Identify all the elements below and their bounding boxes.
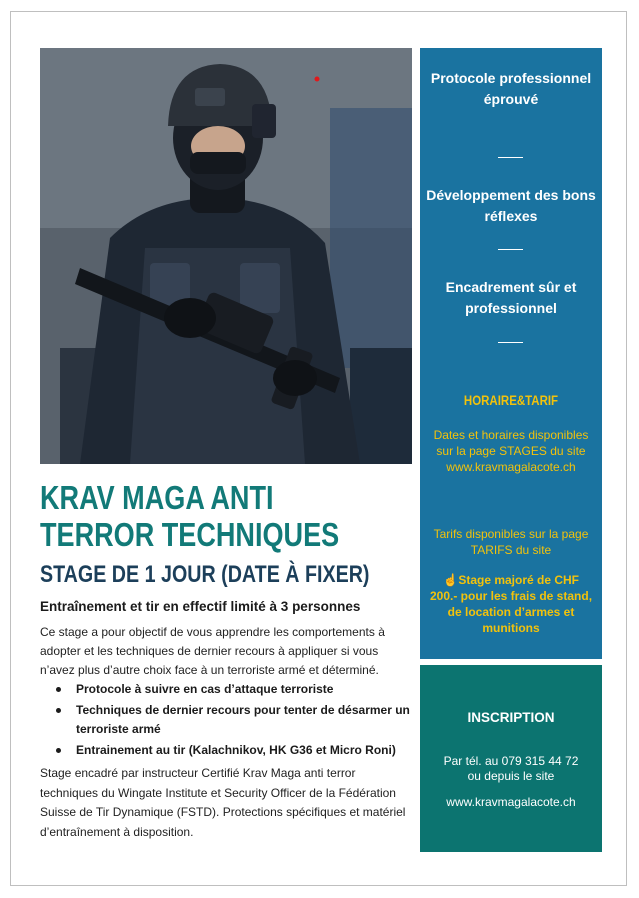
inscription-title: INSCRIPTION (467, 710, 555, 725)
feature-protocol: Protocole professionnel éprouvé (430, 70, 592, 107)
bullet-list (56, 680, 416, 762)
inscription-site-text: ou depuis le site (467, 769, 555, 783)
subtitle: STAGE DE 1 JOUR (DATE À FIXER) (40, 561, 370, 588)
divider (498, 342, 523, 343)
inscription-panel (420, 665, 602, 852)
dates-info: Dates et horaires disponibles sur la page STAGES du site www.kravmagalacote.ch (433, 428, 589, 474)
hero-photo-tactical-officer (40, 48, 412, 464)
pointing-hand-icon: ☝ (442, 573, 458, 587)
divider (498, 157, 523, 158)
surcharge-info (428, 572, 594, 636)
title-line-1: KRAV MAGA ANTI (40, 479, 274, 516)
inscription-phone: Par tél. au 079 315 44 72 (443, 754, 579, 768)
bullet-item-techniques: Techniques de dernier recours pour tenter de désarmer un terroriste armé (56, 701, 416, 739)
bullet-item-protocol: Protocole à suivre en cas d’attaque terroriste (56, 680, 416, 699)
feature-supervision: Encadrement sûr et professionnel (445, 279, 577, 316)
hero-illustration (40, 48, 412, 464)
bullet-item-shooting: Entrainement au tir (Kalachnikov, HK G36 et Micro Roni) (56, 741, 416, 760)
tagline: Entraînement et tir en effectif limité à 3 personnes (40, 599, 361, 614)
sidebar-panel (420, 48, 602, 659)
feature-reflexes: Développement des bons réflexes (426, 187, 596, 224)
horaire-tarif-title: HORAIRE&TARIF (463, 393, 559, 408)
outro-paragraph: Stage encadré par instructeur Certifié Krav Maga anti terror techniques du Wingate Institute et Security Officer de la Fédération Suisse de Tir Dynamique (FSTD). Protections spécifiques et matériel d’entraînement à disposition. (40, 766, 406, 839)
intro-paragraph: Ce stage a pour objectif de vous apprendre les comportements à adopter et les techniques de dernier recours à appliquer si vous n’avez plus d’autre choix face à un terroriste armé et déterminé. (40, 625, 385, 677)
title-line-2: TERROR TECHNIQUES (40, 516, 340, 553)
tarifs-info: Tarifs disponibles sur la page TARIFS du site (433, 527, 589, 557)
surcharge-text: Stage majoré de CHF 200.- pour les frais de stand, de location d’armes et munitions (429, 573, 593, 635)
divider (498, 249, 523, 250)
inscription-website-link[interactable]: www.kravmagalacote.ch (446, 795, 576, 809)
